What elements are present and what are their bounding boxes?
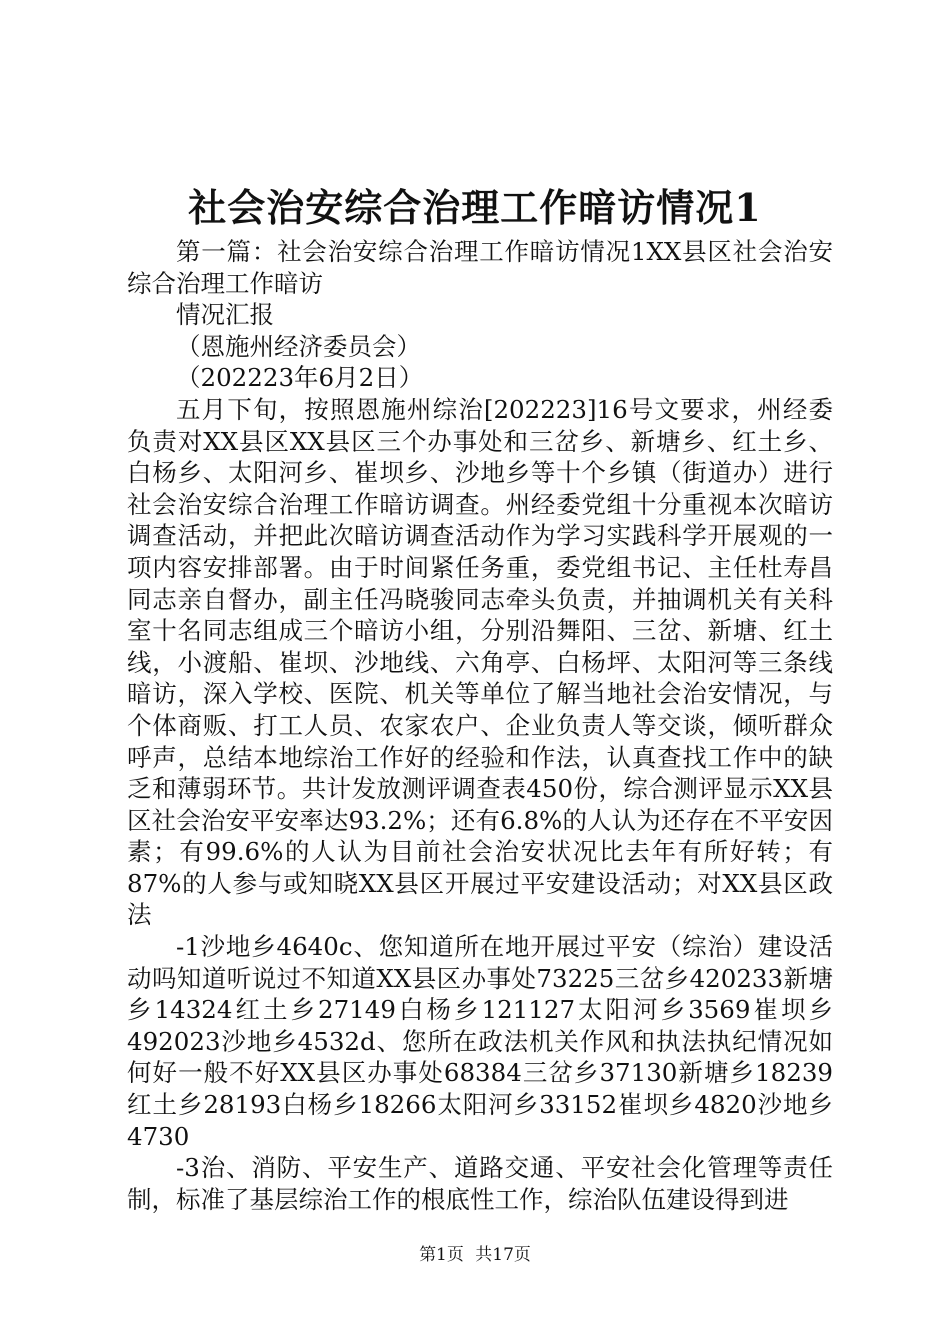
- page-footer: [0, 1244, 950, 1266]
- paragraph-intro: 第一篇：社会治安综合治理工作暗访情况1XX县区社会治安综合治理工作暗访: [127, 237, 833, 298]
- page-total: 共17页: [475, 1245, 531, 1265]
- document-title: 社会治安综合治理工作暗访情况1: [188, 185, 762, 230]
- document-body: [127, 236, 833, 1215]
- paragraph-date: （202223年6月2日）: [176, 363, 424, 393]
- paragraph-report-heading: 情况汇报: [176, 300, 274, 330]
- page-number: 第1页: [419, 1245, 464, 1265]
- paragraph-continuation: -3治、消防、平安生产、道路交通、平安社会化管理等责任制，标准了基层综治工作的根底性工作，综治队伍建设得到进: [127, 1153, 833, 1214]
- paragraph-organization: （恩施州经济委员会）: [176, 331, 421, 361]
- paragraph-main: 五月下旬，按照恩施州综治[202223]16号文要求，州经委负责对XX县区XX县区三个办事处和三岔乡、新塘乡、红土乡、白杨乡、太阳河乡、崔坝乡、沙地乡等十个乡镇（街道办）进行社会治安综合治理工作暗访调查。州经委党组十分重视本次暗访调查活动，并把此次暗访调查活动作为学习实践科学开展观的一项内容安排部署。由于时间紧任务重，委党组书记、主任杜寿昌同志亲自督办，副主任冯晓骏同志牵头负责，并抽调机关有关科室十名同志组成三个暗访小组，分别沿舞阳、三岔、新塘、红土线，小渡船、崔坝、沙地线、六角亭、白杨坪、太阳河等三条线暗访，深入学校、医院、机关等单位了解当地社会治安情况，与个体商贩、打工人员、农家农户、企业负责人等交谈，倾听群众呼声，总结本地综治工作好的经验和作法，认真查找工作中的缺乏和薄弱环节。共计发放测评调查表450份，综合测评显示XX县区社会治安平安率达93.2%；还有6.8%的人认为还存在不平安因素；有99.6%的人认为目前社会治安状况比去年有所好转；有87%的人参与或知晓XX县区开展过平安建设活动；对XX县区政法: [127, 394, 833, 930]
- paragraph-survey-data: -1沙地乡4640c、您知道所在地开展过平安（综治）建设活动吗知道听说过不知道XX县区办事处73225三岔乡420233新塘乡14324红土乡27149白杨乡121127太阳河乡3569崔坝乡492023沙地乡4532d、您所在政法机关作风和执法执纪情况如何好一般不好XX县区办事处68384三岔乡37130新塘乡18239红土乡28193白杨乡18266太阳河乡33152崔坝乡4820沙地乡4730: [127, 932, 833, 1151]
